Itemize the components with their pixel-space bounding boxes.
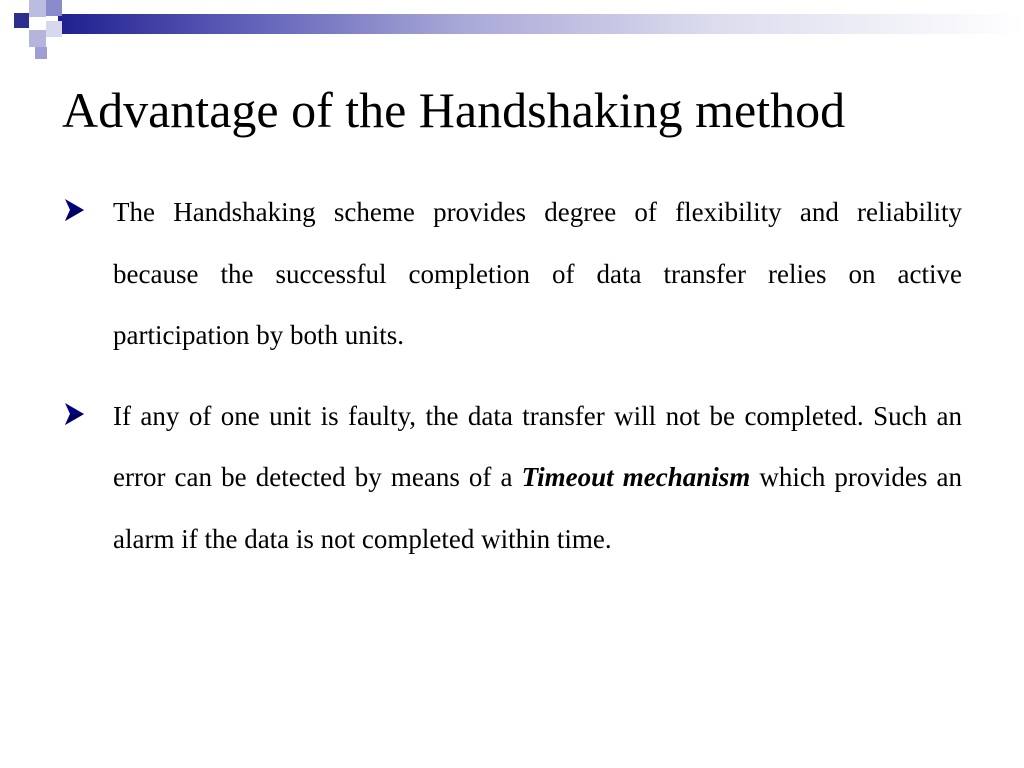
decor-square <box>29 30 46 47</box>
decor-square <box>29 0 46 17</box>
decor-square <box>46 21 62 37</box>
bullet-text-after-emphasis: which provides an alarm if the data is not completed within time. <box>113 462 962 554</box>
decor-square <box>46 0 62 16</box>
gradient-header-band <box>58 14 1024 34</box>
bullet-list <box>63 182 962 589</box>
top-decoration <box>0 0 1024 64</box>
bullet-item <box>63 386 962 571</box>
emphasized-term: Timeout mechanism <box>521 462 751 492</box>
slide-title: Advantage of the Handshaking method <box>62 82 846 138</box>
decor-square <box>35 47 47 59</box>
bullet-text-before-emphasis: If any of one unit is faulty, the data transfer will not be completed. Such an error can be detected by means of a <box>113 400 962 492</box>
arrowhead-bullet-icon <box>63 402 85 426</box>
bullet-text: The Handshaking scheme provides degree of flexibility and reliability because the successful completion of data transfer relies on active participation by both units. <box>113 197 962 350</box>
decor-square <box>14 13 29 28</box>
bullet-item <box>63 182 962 367</box>
arrowhead-bullet-icon <box>63 198 85 222</box>
